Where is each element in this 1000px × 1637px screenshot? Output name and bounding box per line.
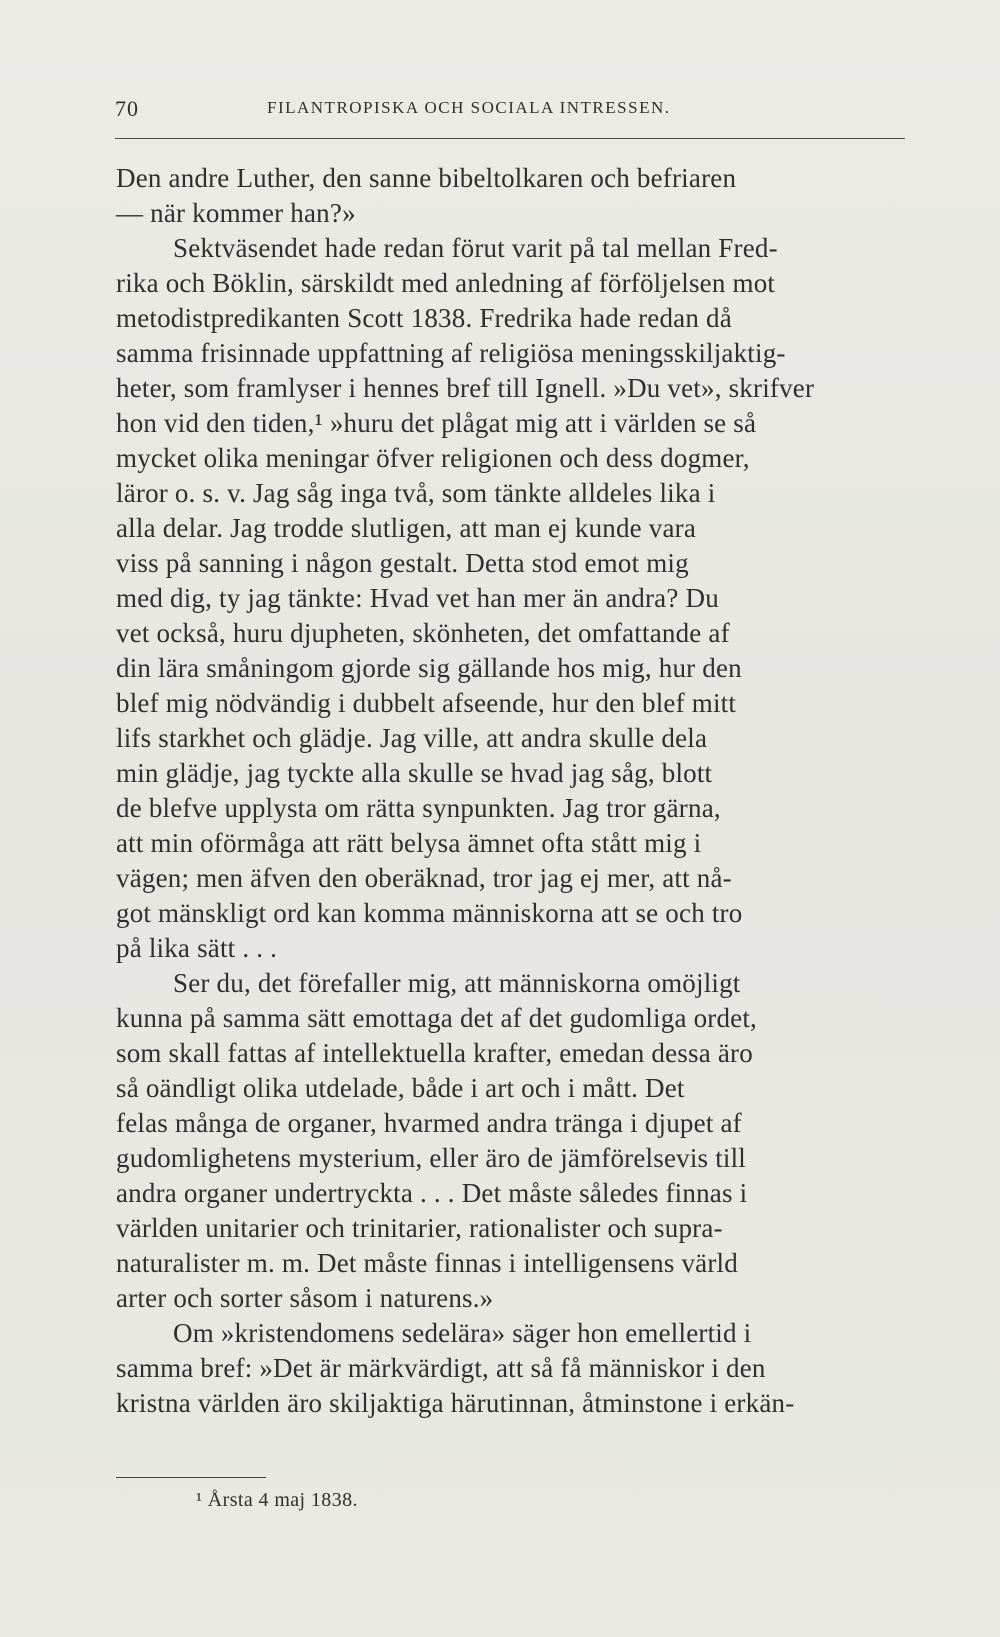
text-line: Ser du, det förefaller mig, att människorna omöjligt — [173, 968, 741, 998]
text-line: hon vid den tiden,¹ »huru det plågat mig att i världen se så — [116, 408, 757, 438]
text-line: läror o. s. v. Jag såg inga två, som tänkte alldeles lika i — [116, 478, 716, 508]
text-line: naturalister m. m. Det måste finnas i intelligensens värld — [116, 1248, 738, 1278]
text-line: vägen; men äfven den oberäknad, tror jag ej mer, att nå- — [116, 863, 732, 893]
text-line: Den andre Luther, den sanne bibeltolkaren och befriaren — [116, 163, 737, 193]
text-line: arter och sorter såsom i naturens.» — [116, 1283, 494, 1313]
running-head — [115, 96, 905, 126]
text-line: got mänskligt ord kan komma människorna att se och tro — [116, 898, 743, 928]
text-line: kunna på samma sätt emottaga det af det gudomliga ordet, — [116, 1003, 758, 1033]
text-line: gudomlighetens mysterium, eller äro de jämförelsevis till — [116, 1143, 747, 1173]
text-line: kristna världen äro skiljaktiga härutinnan, åtminstone i erkän- — [116, 1388, 795, 1418]
text-line: så oändligt olika utdelade, både i art och i mått. Det — [116, 1073, 685, 1103]
text-line: världen unitarier och trinitarier, rationalister och supra- — [116, 1213, 723, 1243]
text-line: att min oförmåga att rätt belysa ämnet ofta stått mig i — [116, 828, 702, 858]
text-line: Om »kristendomens sedelära» säger hon emellertid i — [173, 1318, 752, 1348]
text-line: — när kommer han?» — [116, 198, 356, 228]
text-line: lifs starkhet och glädje. Jag ville, att andra skulle dela — [116, 723, 708, 753]
page-number: 70 — [115, 96, 139, 121]
text-line: blef mig nödvändig i dubbelt afseende, hur den blef mitt — [116, 688, 737, 718]
text-line: Sektväsendet hade redan förut varit på tal mellan Fred- — [173, 233, 778, 263]
header-rule — [115, 138, 905, 139]
text-line: min glädje, jag tyckte alla skulle se hvad jag såg, blott — [116, 758, 713, 788]
text-line: mycket olika meningar öfver religionen och dess dogmer, — [116, 443, 750, 473]
text-line: vet också, huru djupheten, skönheten, det omfattande af — [116, 618, 730, 648]
text-line: de blefve upplysta om rätta synpunkten. Jag tror gärna, — [116, 793, 721, 823]
text-line: samma bref: »Det är märkvärdigt, att så få människor i den — [116, 1353, 766, 1383]
text-line: andra organer undertryckta . . . Det måste således finnas i — [116, 1178, 748, 1208]
text-line: heter, som framlyser i hennes bref till Ignell. »Du vet», skrifver — [116, 373, 815, 403]
text-line: metodistpredikanten Scott 1838. Fredrika hade redan då — [116, 303, 732, 333]
text-line: med dig, ty jag tänkte: Hvad vet han mer än andra? Du — [116, 583, 719, 613]
text-line: din lära småningom gjorde sig gällande hos mig, hur den — [116, 653, 742, 683]
text-line: alla delar. Jag trodde slutligen, att man ej kunde vara — [116, 513, 697, 543]
footnote-rule — [116, 1477, 266, 1478]
text-line: på lika sätt . . . — [116, 933, 278, 963]
footnote: ¹ Årsta 4 maj 1838. — [196, 1489, 358, 1511]
text-line: samma frisinnade uppfattning af religiösa meningsskiljaktig- — [116, 338, 786, 368]
running-title: FILANTROPISKA OCH SOCIALA INTRESSEN. — [267, 98, 671, 117]
text-line: viss på sanning i någon gestalt. Detta stod emot mig — [116, 548, 689, 578]
text-line: felas många de organer, hvarmed andra tränga i djupet af — [116, 1108, 742, 1138]
text-line: som skall fattas af intellektuella krafter, emedan dessa äro — [116, 1038, 753, 1068]
text-line: rika och Böklin, särskildt med anledning af förföljelsen mot — [116, 268, 776, 298]
